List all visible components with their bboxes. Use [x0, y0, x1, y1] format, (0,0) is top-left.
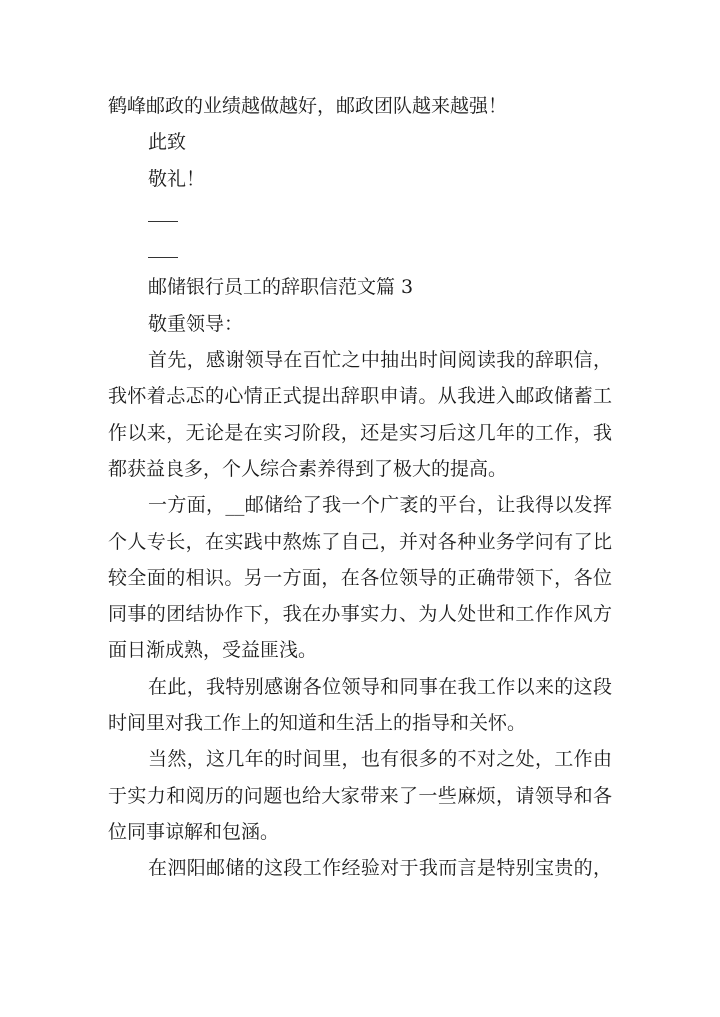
- text-line: 同事的团结协作下，我在办事实力、为人处世和工作作风方: [108, 603, 612, 626]
- text-line: 于实力和阅历的问题也给大家带来了一些麻烦，请领导和各: [108, 784, 612, 807]
- text-line: 较全面的相识。另一方面，在各位领导的正确带领下，各位: [108, 566, 612, 589]
- closing-salutation: 此致: [148, 131, 187, 154]
- text-line: 当然，这几年的时间里，也有很多的不对之处，工作由: [148, 748, 612, 771]
- text-line: 首先，感谢领导在百忙之中抽出时间阅读我的辞职信，: [148, 349, 612, 372]
- text-line: 在泗阳邮储的这段工作经验对于我而言是特别宝贵的，: [148, 857, 612, 880]
- text-line: 时间里对我工作上的知道和生活上的指导和关怀。: [108, 712, 527, 735]
- text-line: 个人专长，在实践中熬炼了自己，并对各种业务学问有了比: [108, 530, 612, 553]
- text-line: 鹤峰邮政的业绩越做越好，邮政团队越来越强！: [108, 95, 508, 117]
- text-line: 都获益良多，个人综合素养得到了极大的提高。: [108, 457, 508, 480]
- text-line: 面日渐成熟，受益匪浅。: [108, 639, 318, 662]
- signature-blank-line: [148, 197, 178, 233]
- text-line: 我怀着忐忑的心情正式提出辞职申请。从我进入邮政储蓄工: [108, 385, 612, 408]
- salutation: 敬重领导：: [148, 312, 244, 335]
- closing-regards: 敬礼！: [148, 167, 206, 190]
- section-title: 邮储银行员工的辞职信范文篇 3: [148, 276, 414, 299]
- text-line: 在此，我特别感谢各位领导和同事在我工作以来的这段: [148, 675, 612, 698]
- text-line: 位同事谅解和包涵。: [108, 820, 280, 843]
- text-line: 作以来，无论是在实习阶段，还是实习后这几年的工作，我: [108, 421, 612, 444]
- text-line: 一方面，__邮储给了我一个广袤的平台，让我得以发挥: [148, 494, 612, 517]
- date-blank-line: [148, 233, 178, 269]
- document-page: [108, 88, 612, 887]
